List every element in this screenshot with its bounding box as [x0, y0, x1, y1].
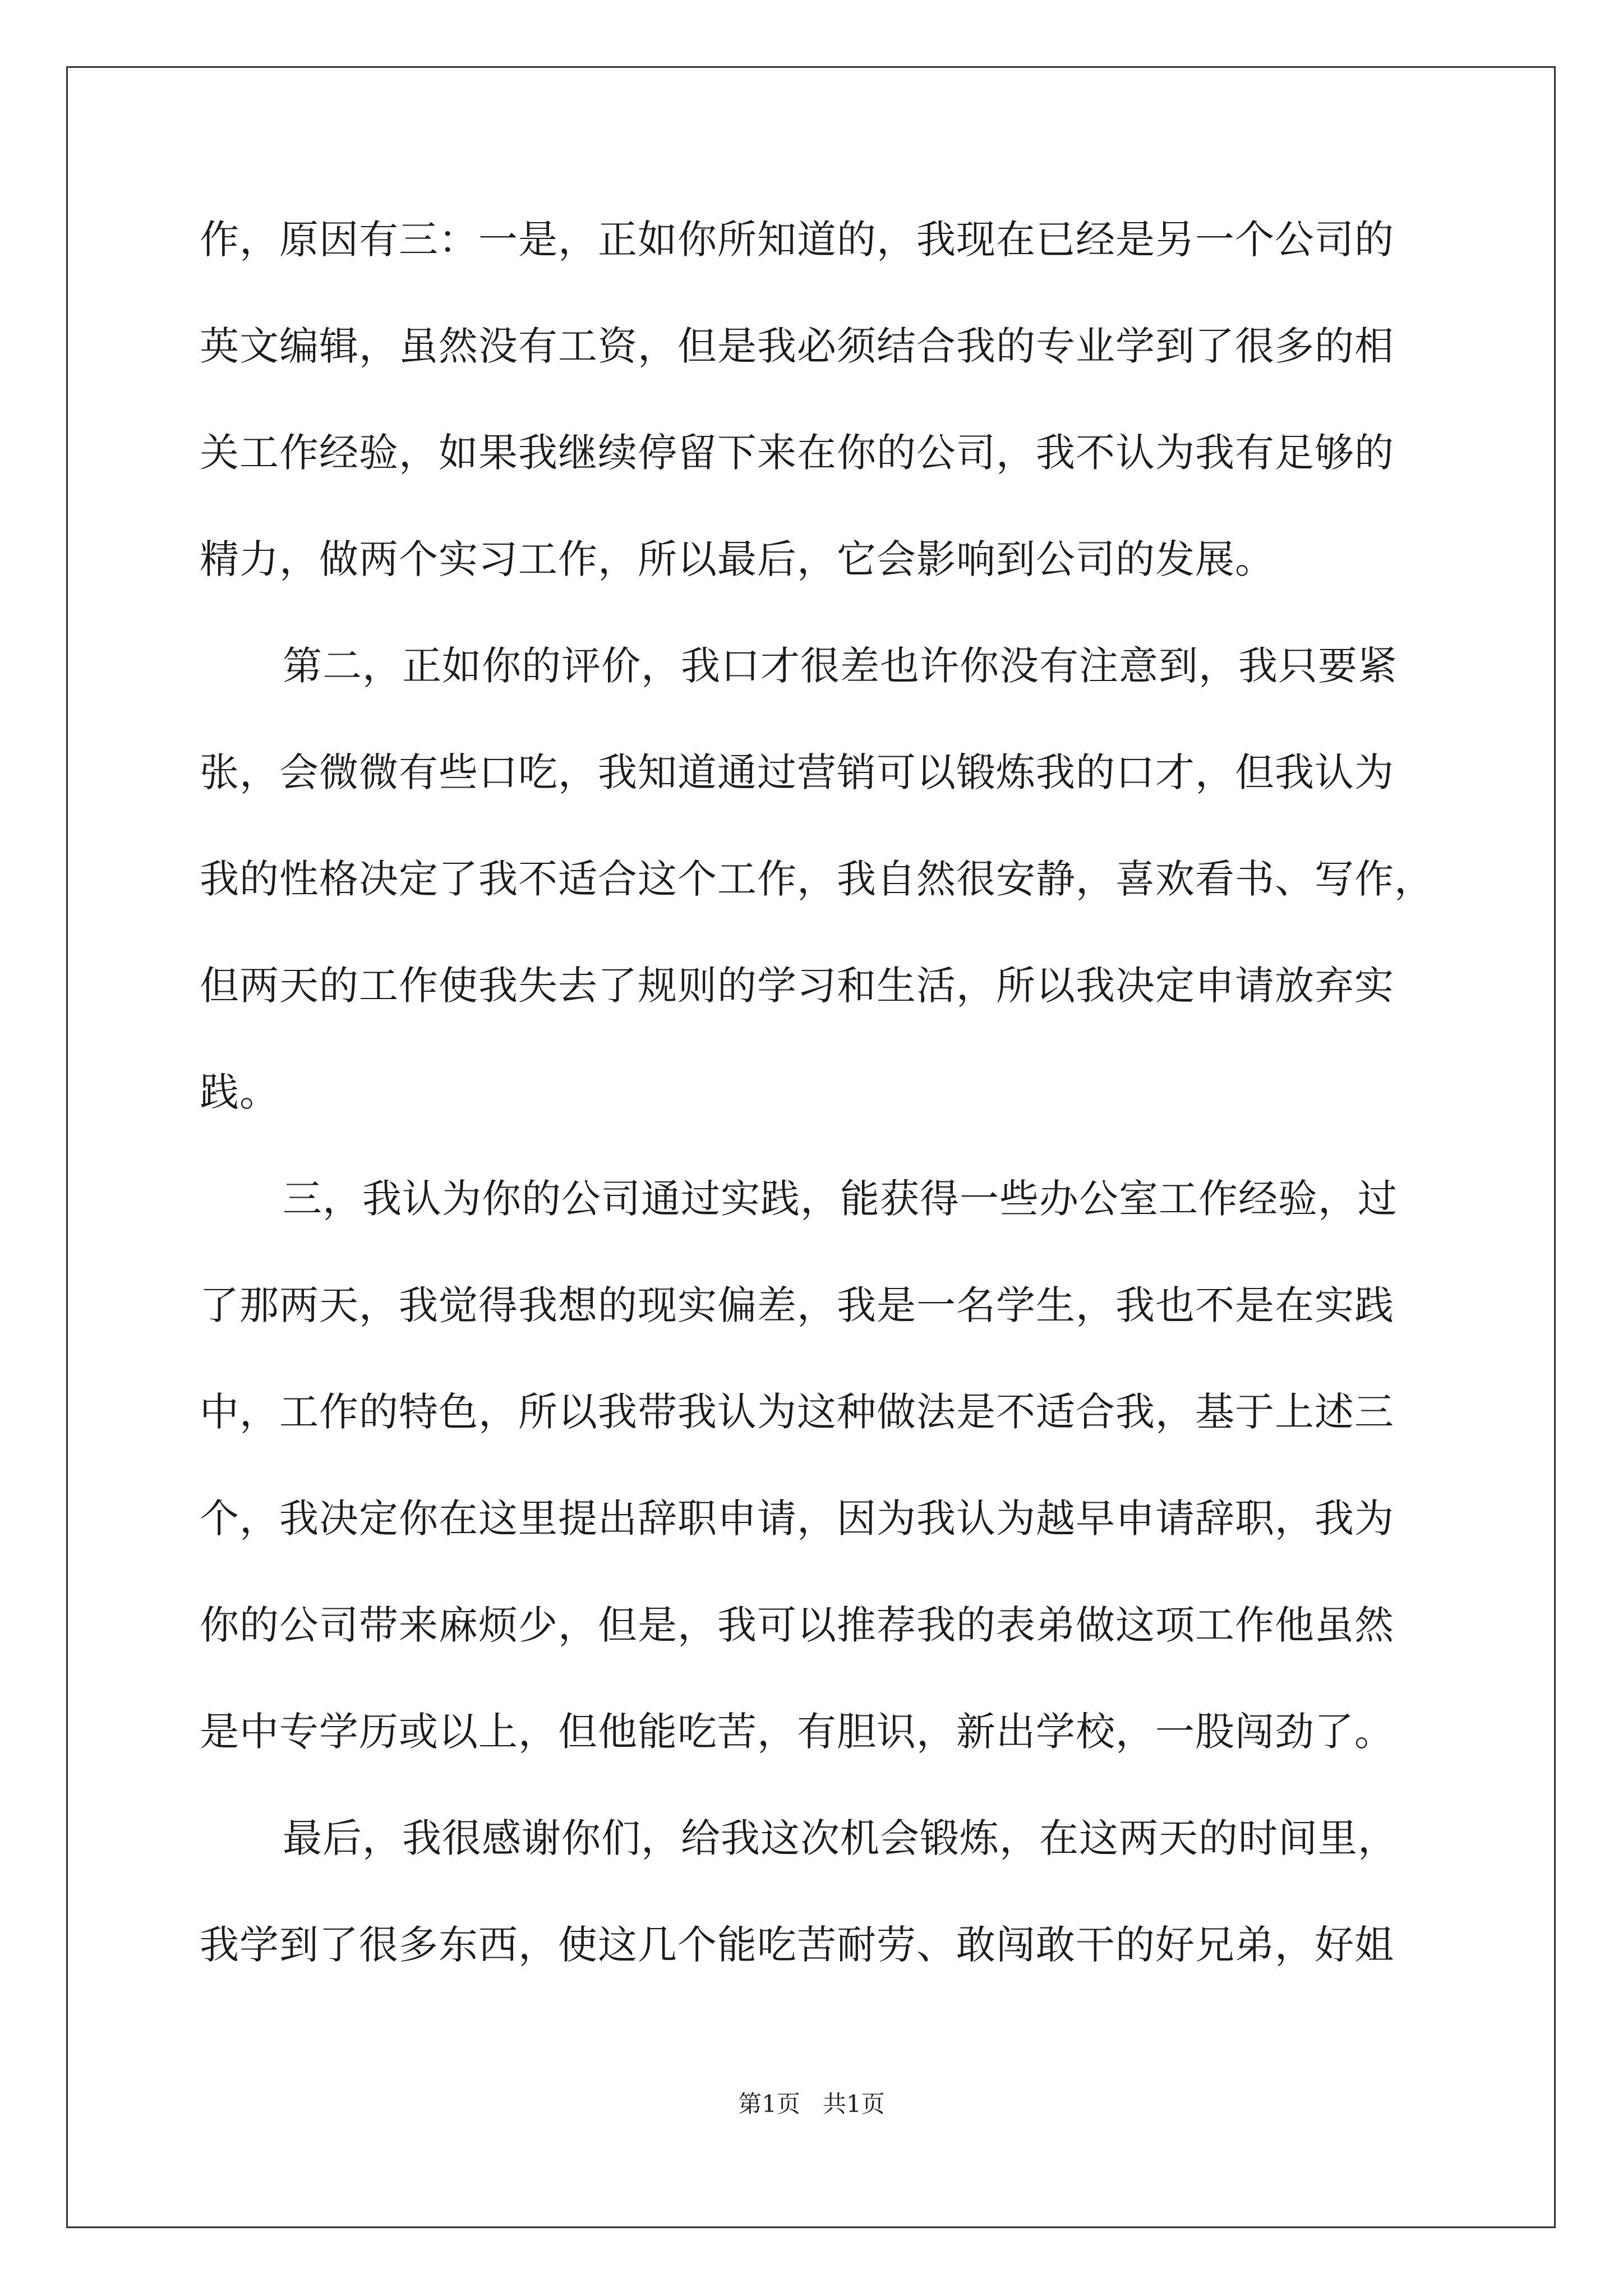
page-number: 第1页: [738, 2090, 800, 2118]
text-line: 作，原因有三：一是，正如你所知道的，我现在已经是另一个公司的: [200, 217, 1394, 263]
text-line: 精力，做两个实习工作，所以最后，它会影响到公司的发展。: [200, 536, 1275, 582]
text-line: 英文编辑，虽然没有工资，但是我必须结合我的专业学到了很多的相: [200, 323, 1394, 369]
text-line: 中，工作的特色，所以我带我认为这种做法是不适合我，基于上述三: [200, 1389, 1394, 1435]
document-body: [200, 217, 1434, 2032]
text-line: 了那两天，我觉得我想的现实偏差，我是一名学生，我也不是在实践: [200, 1282, 1394, 1328]
text-line: 张，会微微有些口吃，我知道通过营销可以锻炼我的口才，但我认为: [200, 749, 1394, 795]
text-line: 我的性格决定了我不适合这个工作，我自然很安静，喜欢看书、写作，: [200, 856, 1434, 902]
text-line: 我学到了很多东西，使这几个能吃苦耐劳、敢闯敢干的好兄弟，好姐: [200, 1922, 1394, 1968]
text-line: 个，我决定你在这里提出辞职申请，因为我认为越早申请辞职，我为: [200, 1496, 1394, 1542]
paragraph-start-line: 三，我认为你的公司通过实践，能获得一些办公室工作经验，过: [283, 1176, 1398, 1222]
page-total: 共1页: [823, 2090, 885, 2118]
paragraph-start-line: 最后，我很感谢你们，给我这次机会锻炼，在这两天的时间里，: [283, 1815, 1398, 1861]
paragraph-start-line: 第二，正如你的评价，我口才很差也许你没有注意到，我只要紧: [283, 643, 1398, 689]
page-footer: [0, 2092, 1623, 2116]
text-line: 但两天的工作使我失去了规则的学习和生活，所以我决定申请放弃实: [200, 963, 1394, 1009]
text-line: 践。: [200, 1069, 279, 1115]
text-line: 你的公司带来麻烦少，但是，我可以推荐我的表弟做这项工作他虽然: [200, 1602, 1394, 1648]
text-line: 关工作经验，如果我继续停留下来在你的公司，我不认为我有足够的: [200, 430, 1394, 476]
text-line: 是中专学历或以上，但他能吃苦，有胆识，新出学校，一股闯劲了。: [200, 1709, 1394, 1755]
